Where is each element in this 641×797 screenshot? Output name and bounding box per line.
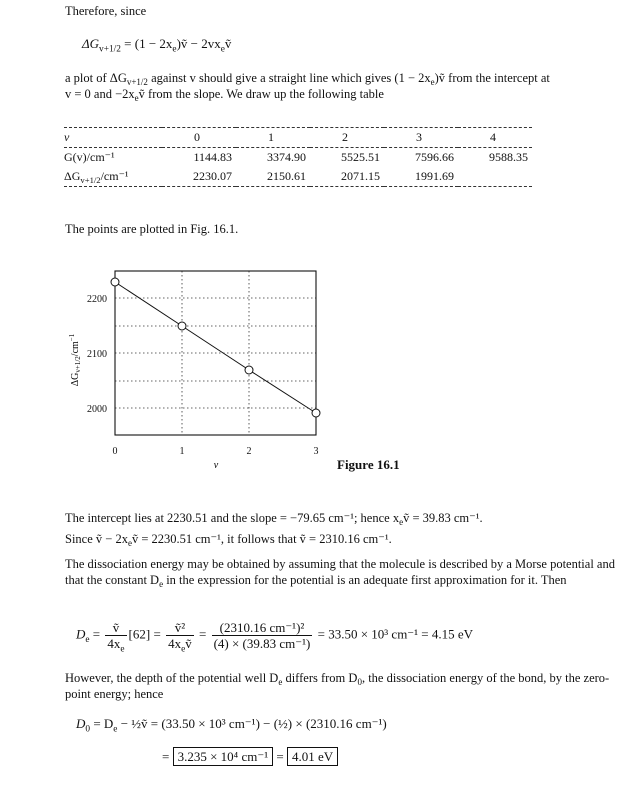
data-point <box>178 322 186 330</box>
x-tick-labels <box>113 446 319 457</box>
para-text: v = 0 and −2x <box>65 87 135 101</box>
x-tick-label: 1 <box>179 446 185 457</box>
fraction: $\frac{\text{(2310.16 cm⁻¹)²}}{\text{(4) × (39.83 cm⁻¹)}}$ <box>213 620 311 651</box>
equation-delta-g <box>82 36 232 55</box>
table-cell: 2150.61 <box>236 167 310 187</box>
para-text: )ṽ from the intercept at <box>434 71 550 85</box>
para-sub: e <box>430 77 435 88</box>
y-tick-labels <box>87 294 107 415</box>
eq-rhs: = (1 − 2x <box>124 36 173 51</box>
x-tick-label: 0 <box>112 446 118 457</box>
table-cell: 2071.15 <box>310 167 384 187</box>
para-text: against v should give a straight line which gives (1 − 2x <box>147 71 431 85</box>
table-cell: 1991.69 <box>384 167 458 187</box>
boxed-result-ev: 4.01 eV <box>287 747 338 766</box>
para-sub: e <box>134 93 139 104</box>
para-sub: v+1/2 <box>126 77 148 88</box>
table-header-cell: 3 <box>384 128 458 148</box>
table-row <box>64 148 532 168</box>
table-header-cell: 4 <box>458 128 532 148</box>
table-cell: 9588.35 <box>489 150 528 164</box>
however-paragraph: However, the depth of the potential well $D_e$ differs from $D_0$, the dissociation energy of the bond, by the zero-point energy; hence <box>65 671 610 701</box>
dissociation-paragraph: The dissociation energy may be obtained by assuming that the molecule is described by a Morse potential and that the constant $D_e$ in the expression for the potential is an adequate first approximation for it. Then <box>65 557 615 590</box>
eq-lhs: ΔG <box>82 36 100 51</box>
table-header-row <box>64 128 532 148</box>
eq-rhs2-sub: e <box>220 44 225 55</box>
figure-caption: Figure 16.1 <box>337 457 400 472</box>
table-header-cell: 0 <box>162 128 236 148</box>
fraction: $\frac{\text{ṽ}}{4x_e}$ <box>107 620 125 655</box>
table-cell: 5525.51 <box>341 150 380 164</box>
table-row <box>64 167 532 187</box>
table-row-label: $\Delta G_{v+1/2}/cm^{-1}$ <box>64 167 162 187</box>
table-header-cell: 1 <box>236 128 310 148</box>
data-point <box>312 409 320 417</box>
boxed-result-wavenumber: 3.235 × 10⁴ cm⁻¹ <box>173 747 274 766</box>
table-cell: 3374.90 <box>267 150 306 164</box>
fraction: $\frac{\text{ṽ²}}{4x_eṽ}$ <box>168 620 192 655</box>
eq-rhs2: )ṽ − 2vx <box>176 36 221 51</box>
energy-table <box>64 127 532 187</box>
table-cell: 2230.07 <box>162 167 236 187</box>
para-text: a plot of ΔG <box>65 71 127 85</box>
table-cell: 7596.66 <box>415 150 454 164</box>
intro-text: Therefore, since <box>65 4 147 18</box>
data-point <box>111 278 119 286</box>
para-text: ṽ from the slope. We draw up the following table <box>138 87 384 101</box>
table-header-cell: v <box>64 128 162 148</box>
equation-D0-result: = 3.235 × 10⁴ cm⁻¹ = 4.01 eV <box>162 749 338 765</box>
data-line <box>115 282 316 413</box>
eq-rhs3: ṽ <box>224 36 232 51</box>
equation-D0-line1: $D_0 = D_e$ − ½ṽ = (33.50 × 10³ cm⁻¹) − (½) × (2310.16 cm⁻¹) <box>76 716 387 735</box>
y-tick-label: 2100 <box>87 349 107 360</box>
eq-rhs-sub: e <box>172 44 177 55</box>
x-axis-label: v <box>213 460 219 471</box>
intercept-text: The intercept lies at 2230.51 and the slope = −79.65 cm⁻¹; hence $x_eṽ = 39.83$ cm⁻¹. <box>65 511 483 528</box>
data-point <box>245 366 253 374</box>
table-cell <box>458 167 532 187</box>
y-axis-label: $\Delta G_{v+1/2}/cm^{-1}$ <box>68 333 82 387</box>
since-text: Since ṽ − $2x_eṽ = 2230.51$ cm⁻¹, it follows that ṽ = 2310.16 cm⁻¹. <box>65 532 392 549</box>
gridlines <box>115 271 316 435</box>
table-row-label: G(v)/cm⁻¹ <box>64 150 115 164</box>
table-header-cell: 2 <box>310 128 384 148</box>
y-tick-label: 2200 <box>87 294 107 305</box>
table-cell: 1144.83 <box>193 150 232 164</box>
x-tick-label: 2 <box>246 446 252 457</box>
x-tick-label: 3 <box>313 446 319 457</box>
plot-intro-text: The points are plotted in Fig. 16.1. <box>65 222 239 236</box>
eq-lhs-sub: v+1/2 <box>99 44 121 55</box>
y-tick-label: 2000 <box>87 404 107 415</box>
equation-De: $D_e$ = $\frac{\text{ṽ}}{4x_e}$ [62] = $\frac{\text{ṽ²}}{4x_eṽ}$ = $\frac{\text{(2310.16 cm⁻¹)²}}{\text{(4) × (39.83 cm⁻¹)}}$ = 33.50 × 10³ cm⁻¹ = 4.15 eV <box>76 620 474 655</box>
figure-16-1-chart <box>55 262 355 477</box>
plot-explanation-paragraph <box>65 70 625 102</box>
